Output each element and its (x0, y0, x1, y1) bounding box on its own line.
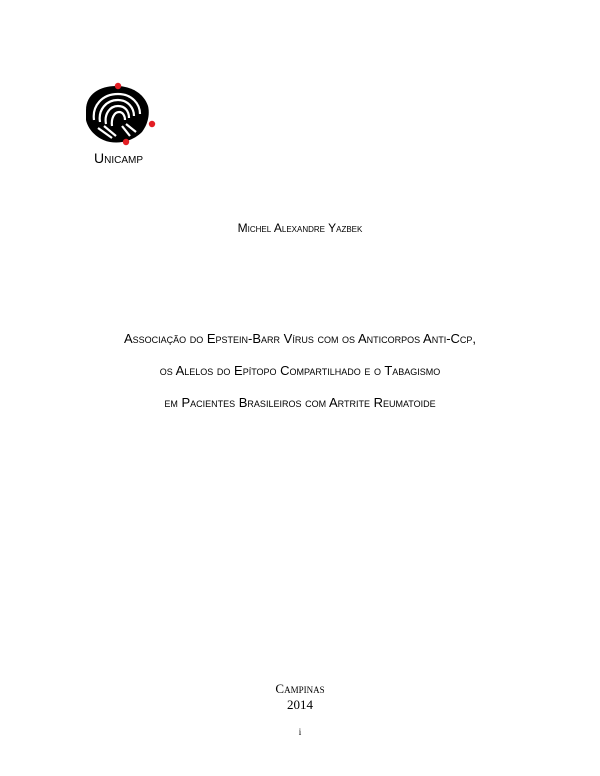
institution-name: Unicamp (94, 150, 144, 166)
page-number: i (298, 727, 302, 737)
year: 2014 (287, 697, 313, 712)
unicamp-logo-icon (78, 80, 164, 148)
title-line-1: Associação do Epstein-Barr Vírus com os Anticorpos Anti-Ccp, (123, 331, 477, 346)
city: Campinas (275, 681, 325, 696)
author-name: Michel Alexandre Yazbek (237, 221, 363, 235)
title-line-2: os Alelos do Epítopo Compartilhado e o Tabagismo (159, 363, 441, 378)
title-line-3: em Pacientes Brasileiros com Artrite Reumatoide (164, 395, 436, 410)
